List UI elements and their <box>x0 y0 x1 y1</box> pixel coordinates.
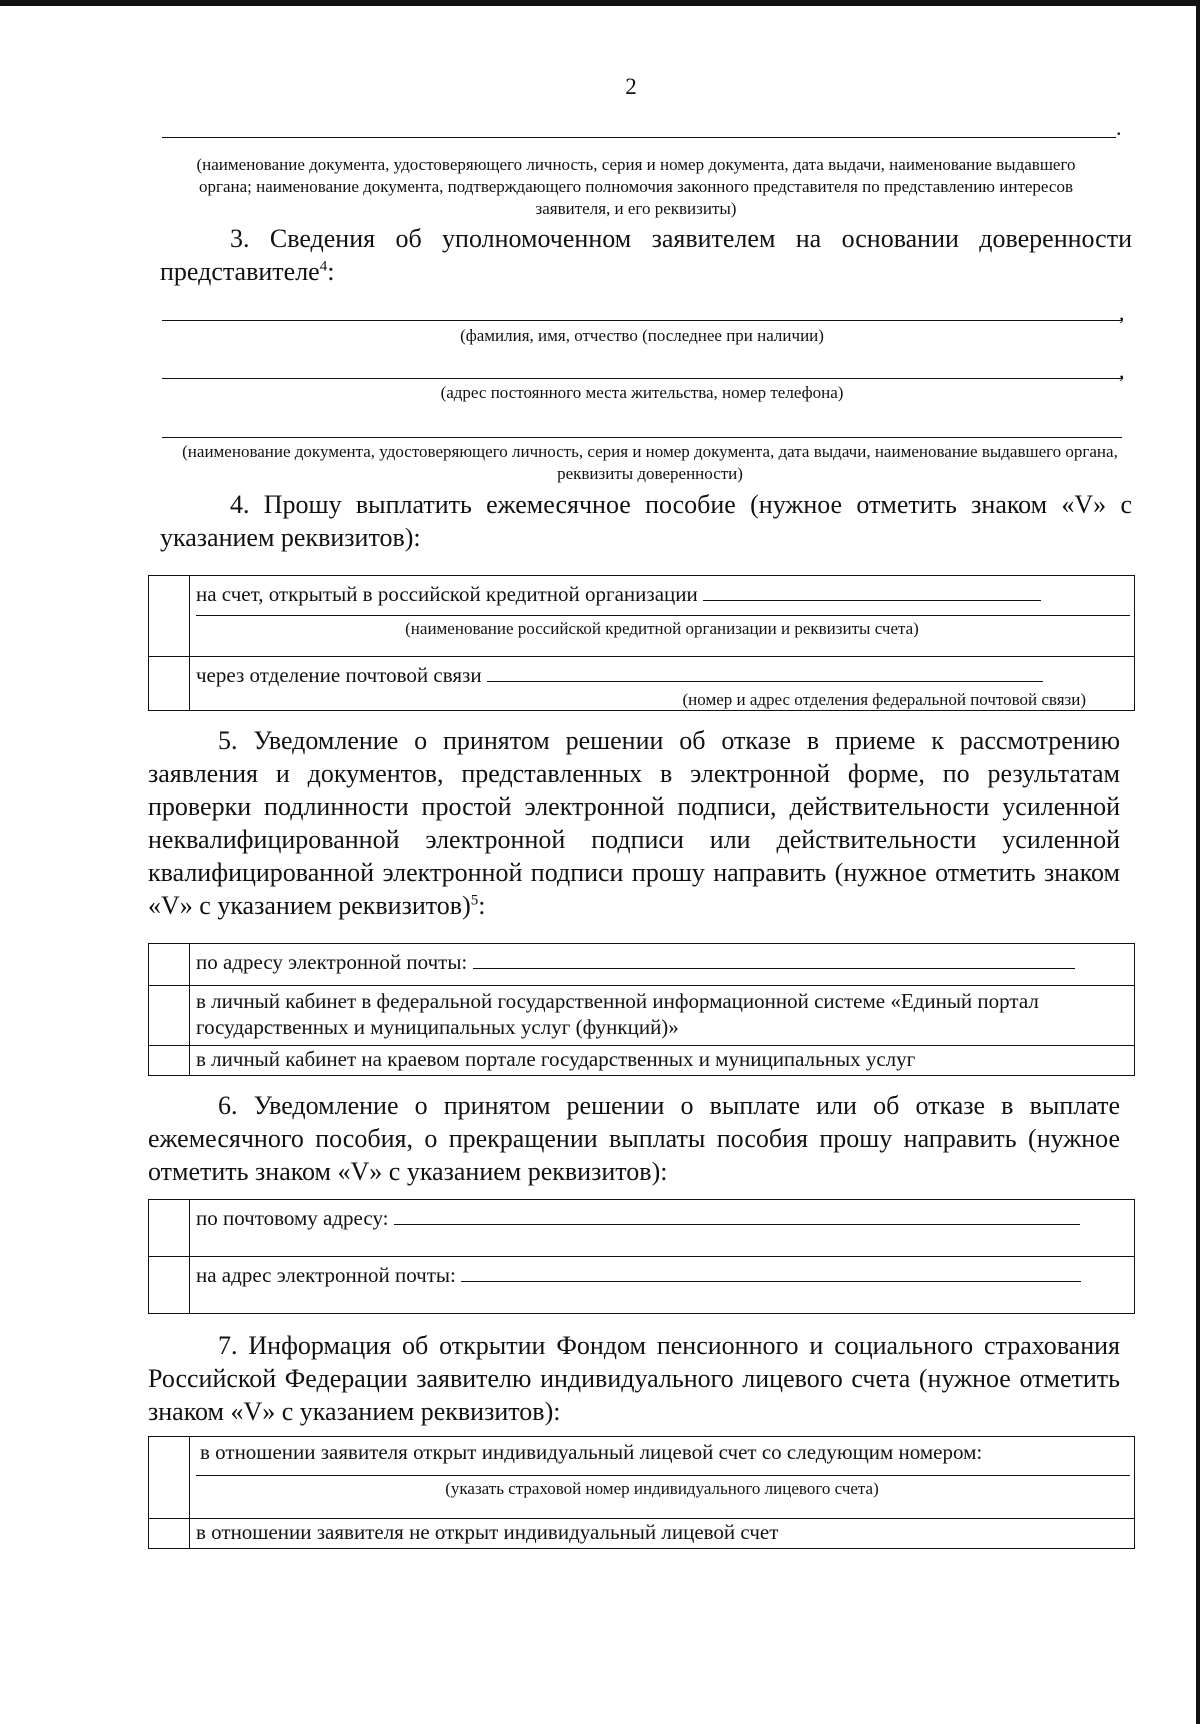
option-email-address-row <box>149 1257 1135 1314</box>
snils-line[interactable] <box>196 1475 1130 1476</box>
option-account-not-opened-label: в отношении заявителя не открыт индивидуальный лицевой счет <box>196 1520 779 1544</box>
comma-2: , <box>1119 358 1125 383</box>
checkbox-postal-address[interactable] <box>149 1200 190 1257</box>
identity-doc-caption: (наименование документа, удостоверяющего личность, серия и номер документа, дата выдачи, наименование выдавшего органа; наименование документа, подтверждающего полномочия законного представителя по представлению интересов заявителя, и его реквизиты) <box>196 155 1076 218</box>
section7-options-table <box>148 1436 1135 1549</box>
email-input[interactable] <box>473 946 1075 969</box>
trailing-period: . <box>1116 115 1122 140</box>
representative-name-line[interactable] <box>162 320 1122 321</box>
checkbox-account-not-opened[interactable] <box>149 1519 190 1549</box>
checkbox-post-office[interactable] <box>149 657 190 711</box>
post-office-caption: (номер и адрес отделения федеральной почтовой связи) <box>682 690 1086 709</box>
section5-text: 5. Уведомление о принятом решении об отказе в приеме к рассмотрению заявления и документов, представленных в электронной форме, по результатам проверки подлинности простой электронной подписи, действительности усиленной неквалифицированной электронной подписи или действительности усиленной квалифицированной электронной подписи прошу направить (нужное отметить знаком «V» с указанием реквизитов) <box>148 726 1120 920</box>
footnote-4: 4 <box>319 258 328 275</box>
postal-address-input[interactable] <box>394 1202 1080 1225</box>
section3-colon: : <box>327 257 335 286</box>
scan-top-border <box>0 0 1200 6</box>
section6-heading: 6. Уведомление о принятом решении о выплате или об отказе в выплате ежемесячного пособия, о прекращении выплаты пособия прошу направить (нужное отметить знаком «V» с указанием реквизитов): <box>148 1091 1120 1186</box>
bank-details-line[interactable] <box>196 615 1130 616</box>
option-bank-account-row <box>149 576 1135 657</box>
section5-options-table <box>148 943 1135 1076</box>
footnote-5: 5 <box>470 892 479 909</box>
option-account-not-opened-row <box>149 1519 1135 1549</box>
section6-options-table <box>148 1199 1135 1314</box>
section3-heading <box>160 222 1132 288</box>
section7-heading: 7. Информация об открытии Фондом пенсионного и социального страхования Российской Федерации заявителю индивидуального лицевого счета (нужное отметить знаком «V» с указанием реквизитов): <box>148 1331 1120 1426</box>
scan-right-border <box>1196 0 1200 1724</box>
option-gosuslugi-label: в личный кабинет в федеральной государственной информационной системе «Единый портал государственных и муниципальных услуг (функций)» <box>196 989 1039 1039</box>
section5-heading <box>148 724 1120 922</box>
checkbox-account-opened[interactable] <box>149 1437 190 1519</box>
identity-doc-line[interactable] <box>162 137 1116 138</box>
section4-options-table <box>148 575 1135 711</box>
option-post-office-row <box>149 657 1135 711</box>
option-bank-account-label: на счет, открытый в российской кредитной организации <box>196 582 698 606</box>
snils-caption: (указать страховой номер индивидуального лицевого счета) <box>445 1479 879 1498</box>
option-email-row <box>149 944 1135 986</box>
option-postal-address-row <box>149 1200 1135 1257</box>
checkbox-regional-portal[interactable] <box>149 1046 190 1076</box>
option-gosuslugi-row <box>149 986 1135 1046</box>
bank-details-caption: (наименование российской кредитной организации и реквизиты счета) <box>405 619 919 638</box>
representative-doc-line[interactable] <box>162 437 1122 438</box>
post-office-input[interactable] <box>487 659 1043 682</box>
section4-heading: 4. Прошу выплатить ежемесячное пособие (нужное отметить знаком «V» с указанием реквизитов): <box>160 490 1132 552</box>
option-post-office-label: через отделение почтовой связи <box>196 663 482 687</box>
page-number: 2 <box>625 74 637 99</box>
representative-doc-caption: (наименование документа, удостоверяющего личность, серия и номер документа, дата выдачи, наименование выдавшего органа, реквизиты доверенности) <box>182 442 1118 483</box>
notification-email-input[interactable] <box>461 1259 1081 1282</box>
option-email-label: по адресу электронной почты: <box>196 950 468 974</box>
representative-address-caption: (адрес постоянного места жительства, номер телефона) <box>440 383 844 402</box>
checkbox-gosuslugi[interactable] <box>149 986 190 1046</box>
checkbox-email-address[interactable] <box>149 1257 190 1314</box>
section3-text: 3. Сведения об уполномоченном заявителем на основании доверенности представителе <box>160 224 1132 286</box>
checkbox-email[interactable] <box>149 944 190 986</box>
option-account-opened-row <box>149 1437 1135 1519</box>
option-email-address-label: на адрес электронной почты: <box>196 1263 456 1287</box>
option-postal-address-label: по почтовому адресу: <box>196 1206 389 1230</box>
bank-account-input[interactable] <box>703 578 1041 601</box>
representative-name-caption: (фамилия, имя, отчество (последнее при наличии) <box>460 326 824 345</box>
representative-address-line[interactable] <box>162 378 1122 379</box>
checkbox-bank-account[interactable] <box>149 576 190 657</box>
comma-1: , <box>1119 300 1125 325</box>
section5-colon: : <box>478 891 486 920</box>
option-regional-portal-row <box>149 1046 1135 1076</box>
option-account-opened-label: в отношении заявителя открыт индивидуальный лицевой счет со следующим номером: <box>200 1440 983 1464</box>
option-regional-portal-label: в личный кабинет на краевом портале государственных и муниципальных услуг <box>196 1047 916 1071</box>
